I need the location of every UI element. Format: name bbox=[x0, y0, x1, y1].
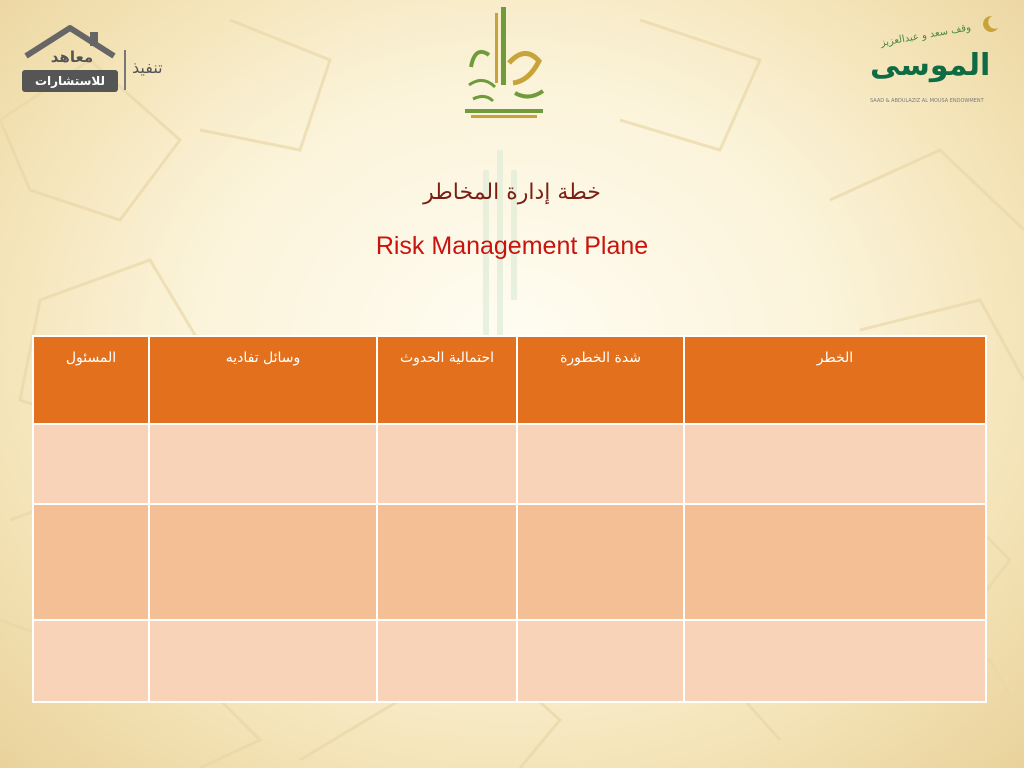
endowment-logo bbox=[866, 14, 1006, 110]
table-row bbox=[33, 424, 986, 504]
table-cell bbox=[684, 504, 986, 620]
logo-word: معاهد bbox=[50, 48, 94, 66]
table-cell bbox=[33, 620, 149, 702]
column-header-severity: شدة الخطورة bbox=[517, 336, 684, 424]
page-title-arabic: خطة إدارة المخاطر bbox=[423, 180, 601, 205]
excellence-award-logo bbox=[455, 5, 555, 123]
table-cell bbox=[377, 424, 517, 504]
table-cell bbox=[684, 620, 986, 702]
table-cell bbox=[33, 424, 149, 504]
logo-box-text: للاستشارات bbox=[22, 70, 118, 92]
table-cell bbox=[517, 424, 684, 504]
column-header-responsible: المسئول bbox=[33, 336, 149, 424]
endowment-english: SAAD & ABDULAZIZ AL MOUSA ENDOWMENT bbox=[870, 98, 984, 104]
table-cell bbox=[517, 504, 684, 620]
risk-management-table bbox=[32, 335, 987, 703]
table-cell bbox=[684, 424, 986, 504]
crescent-icon bbox=[980, 14, 1000, 34]
endowment-name: الموسى bbox=[870, 48, 991, 83]
table-cell bbox=[377, 504, 517, 620]
table-cell bbox=[33, 504, 149, 620]
column-header-risk: الخطر bbox=[684, 336, 986, 424]
table-cell bbox=[149, 504, 377, 620]
table-cell bbox=[149, 620, 377, 702]
page-title-english: Risk Management Plane bbox=[375, 232, 649, 260]
table-cell bbox=[377, 620, 517, 702]
table-cell bbox=[149, 424, 377, 504]
endowment-top-text: وقف سعد و عبدالعزيز bbox=[879, 22, 972, 49]
column-header-avoidance-means: وسائل تفاديه bbox=[149, 336, 377, 424]
table-cell bbox=[517, 620, 684, 702]
table-header-row bbox=[33, 336, 986, 424]
table-row bbox=[33, 620, 986, 702]
table-row bbox=[33, 504, 986, 620]
logo-divider bbox=[124, 50, 126, 90]
consulting-institutes-logo bbox=[20, 22, 180, 96]
execution-label: تنفيذ bbox=[132, 58, 163, 77]
column-header-probability: احتمالية الحدوث bbox=[377, 336, 517, 424]
